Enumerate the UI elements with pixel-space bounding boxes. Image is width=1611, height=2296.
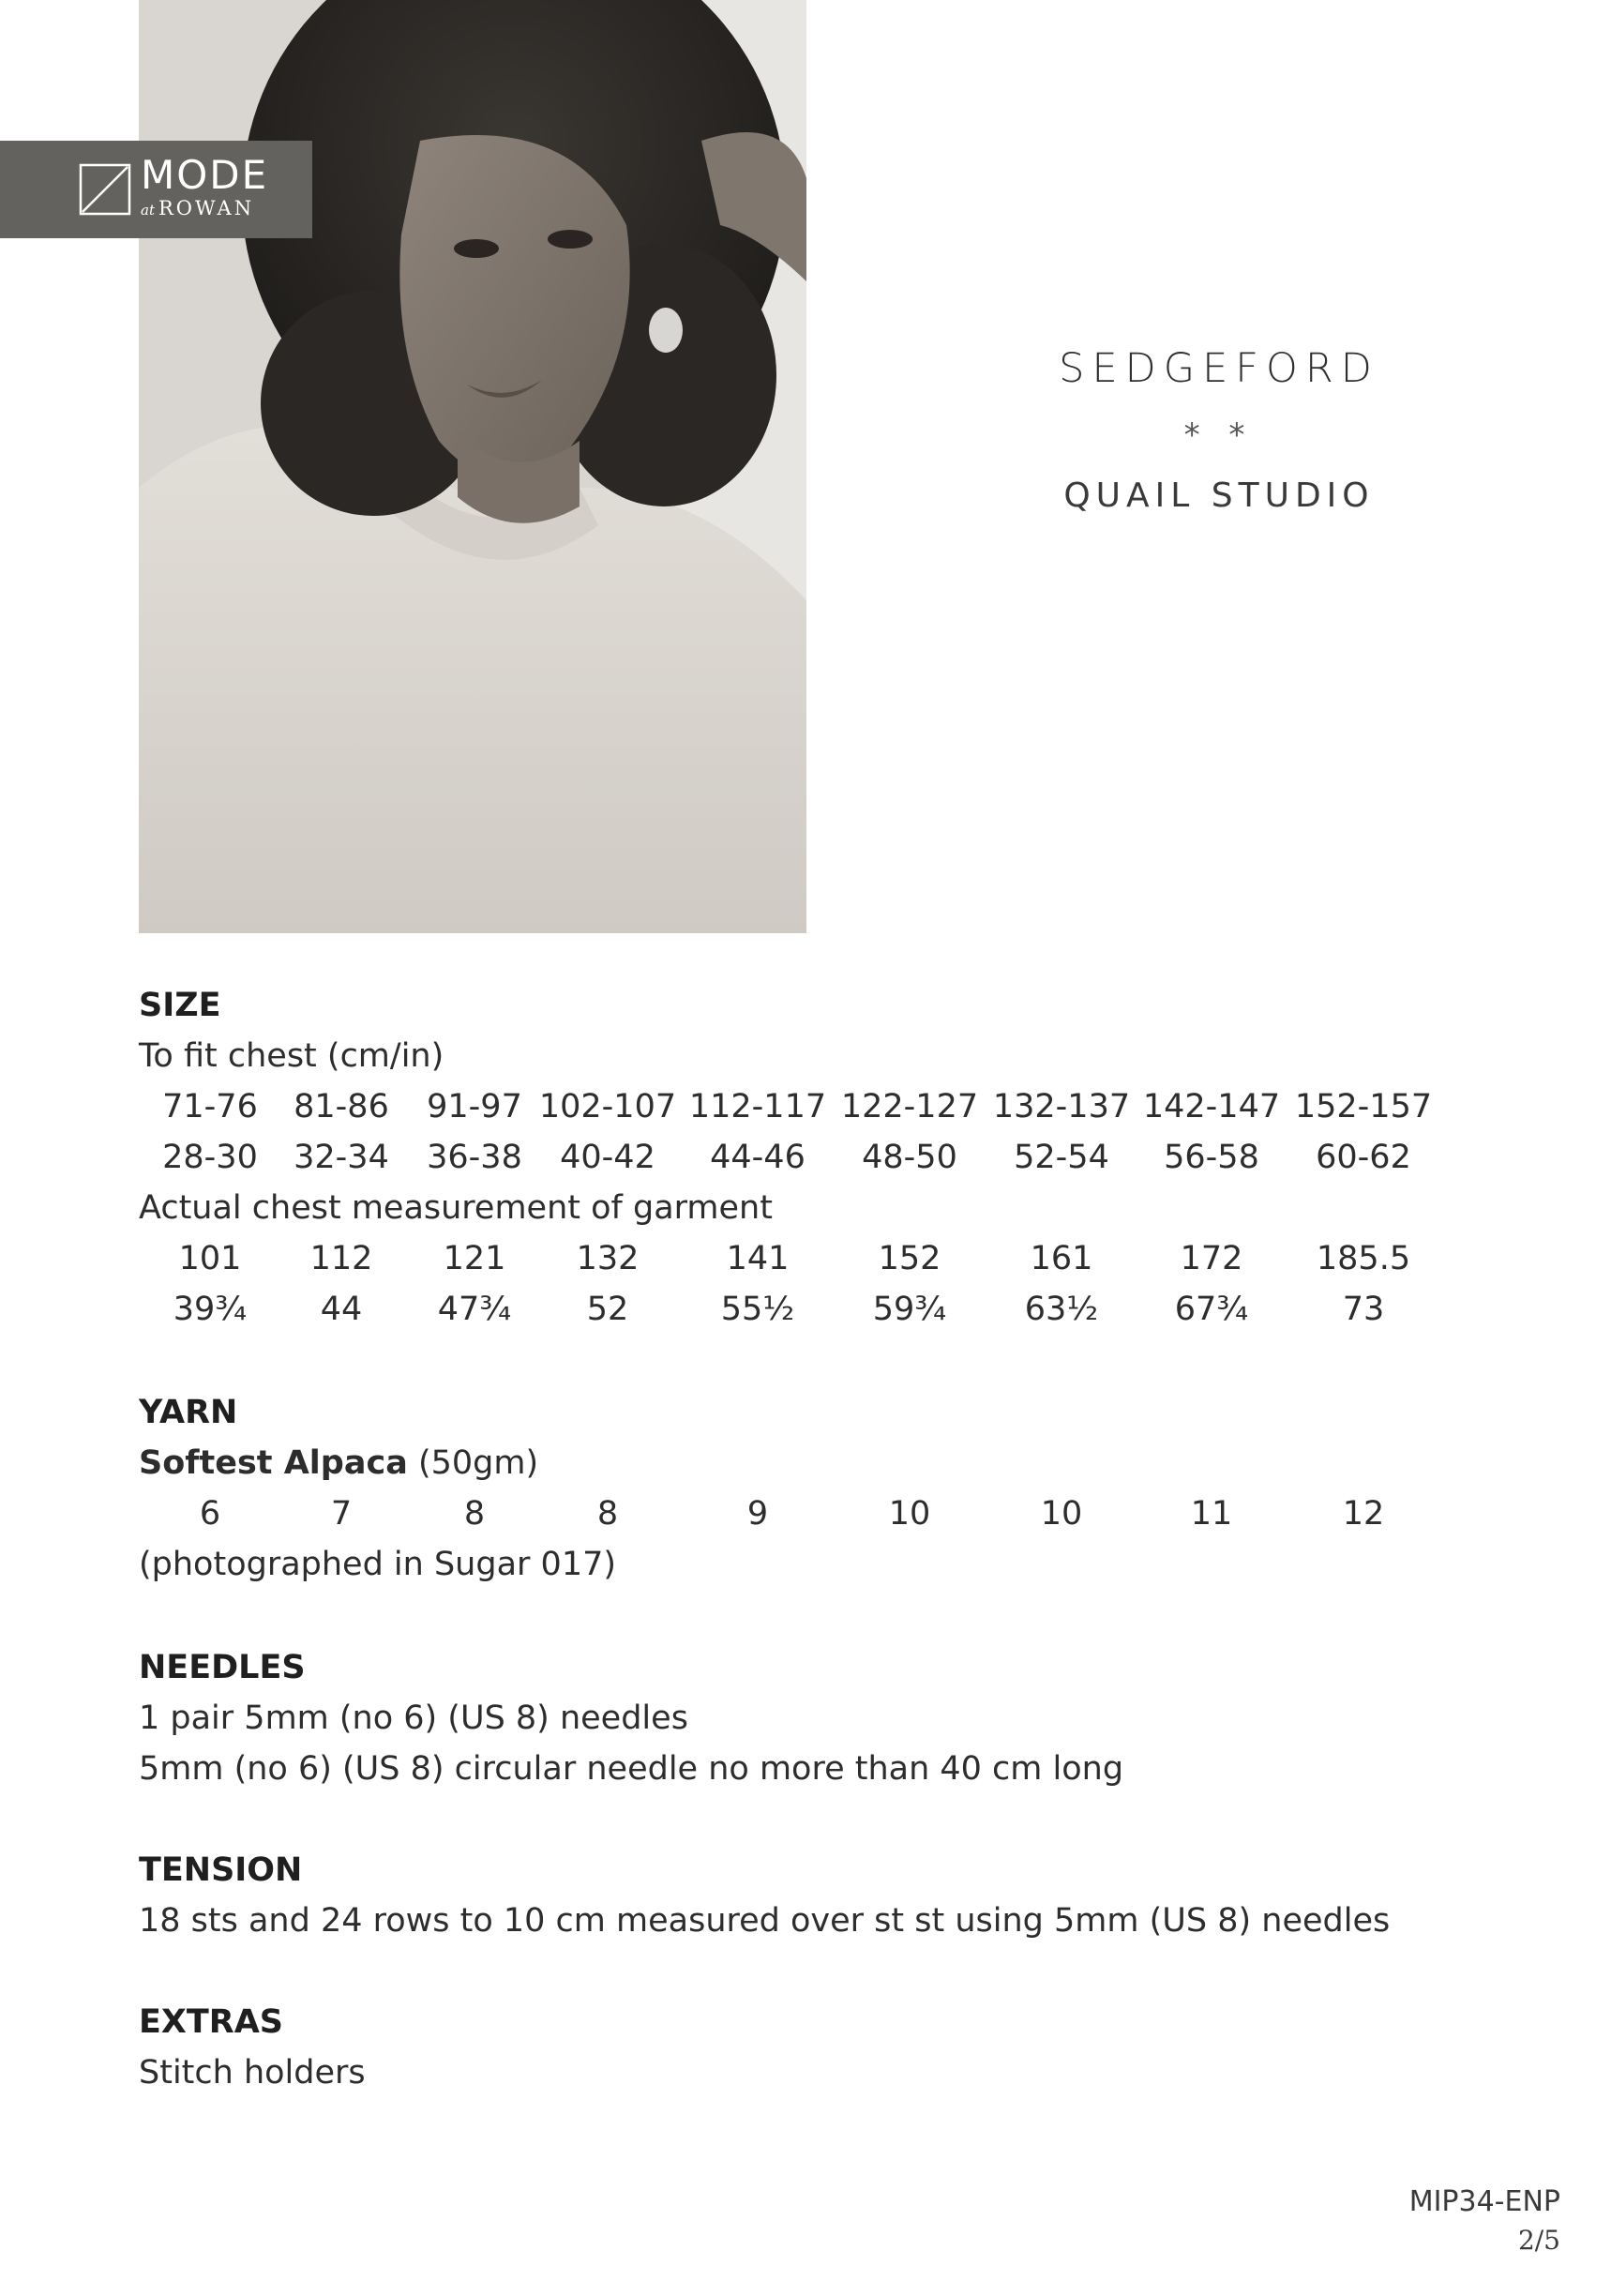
needles-line-1: 1 pair 5mm (no 6) (US 8) needles — [139, 1699, 688, 1737]
actual-cm-cell: 112 — [309, 1240, 373, 1277]
yarn-weight: (50gm) — [417, 1444, 539, 1482]
difficulty-rating: * * — [1183, 416, 1255, 454]
brand-name: MODE — [141, 152, 269, 198]
to-fit-cm-cell: 132-137 — [992, 1088, 1131, 1125]
logo-mark-icon — [79, 163, 131, 216]
yarn-balls-cell: 12 — [1342, 1495, 1385, 1533]
actual-in-cell: 47¾ — [437, 1291, 512, 1328]
actual-cm-cell: 121 — [443, 1240, 506, 1277]
yarn-balls-cell: 10 — [1040, 1495, 1083, 1533]
yarn-balls-cell: 6 — [199, 1495, 221, 1533]
yarn-balls-cell: 8 — [463, 1495, 486, 1533]
extras-heading: EXTRAS — [139, 2003, 284, 2041]
yarn-name: Softest Alpaca — [139, 1444, 408, 1482]
yarn-balls-cell: 9 — [746, 1495, 769, 1533]
needles-heading: NEEDLES — [139, 1649, 306, 1686]
to-fit-in-cell: 56-58 — [1164, 1139, 1259, 1176]
page-number: 2/5 — [1517, 2225, 1560, 2256]
to-fit-in-cell: 48-50 — [862, 1139, 957, 1176]
brand-sub-name: ROWAN — [158, 197, 255, 219]
to-fit-in-cell: 36-38 — [427, 1139, 522, 1176]
actual-chest-label: Actual chest measurement of garment — [139, 1189, 773, 1227]
brand-subtitle — [141, 199, 268, 219]
logo-text — [141, 152, 269, 219]
to-fit-cm-cell: 102-107 — [538, 1088, 677, 1125]
designer-name: QUAIL STUDIO — [1063, 476, 1375, 515]
to-fit-cm-cell: 81-86 — [294, 1088, 389, 1125]
needles-line-2: 5mm (no 6) (US 8) circular needle no more than 40 cm long — [139, 1750, 1124, 1788]
tension-text: 18 sts and 24 rows to 10 cm measured over st st using 5mm (US 8) needles — [139, 1902, 1391, 1940]
yarn-name-line — [139, 1444, 538, 1482]
to-fit-in-cell: 40-42 — [560, 1139, 655, 1176]
to-fit-in-cell: 32-34 — [294, 1139, 389, 1176]
yarn-balls-cell: 10 — [888, 1495, 931, 1533]
yarn-balls-cell: 11 — [1190, 1495, 1233, 1533]
pattern-title: SEDGEFORD — [1059, 345, 1379, 392]
yarn-note: (photographed in Sugar 017) — [139, 1546, 617, 1583]
actual-cm-cell: 132 — [576, 1240, 640, 1277]
brand-sub-prefix: at — [141, 202, 155, 219]
actual-in-cell: 55½ — [720, 1291, 795, 1328]
pattern-code: MIP34-ENP — [1408, 2185, 1560, 2218]
to-fit-cm-cell: 122-127 — [840, 1088, 979, 1125]
actual-cm-cell: 161 — [1030, 1240, 1093, 1277]
yarn-balls-cell: 8 — [596, 1495, 619, 1533]
brand-logo-badge — [0, 141, 312, 238]
actual-in-cell: 63½ — [1024, 1291, 1099, 1328]
actual-cm-cell: 101 — [178, 1240, 242, 1277]
actual-cm-cell: 152 — [878, 1240, 941, 1277]
extras-text: Stitch holders — [139, 2054, 366, 2092]
to-fit-cm-cell: 91-97 — [427, 1088, 522, 1125]
actual-in-cell: 73 — [1342, 1291, 1385, 1328]
actual-in-cell: 52 — [586, 1291, 629, 1328]
actual-in-cell: 44 — [320, 1291, 363, 1328]
size-heading: SIZE — [139, 987, 221, 1024]
to-fit-in-cell: 52-54 — [1014, 1139, 1109, 1176]
title-block — [1031, 345, 1407, 515]
to-fit-cm-cell: 152-157 — [1294, 1088, 1433, 1125]
actual-in-cell: 67¾ — [1174, 1291, 1249, 1328]
yarn-heading: YARN — [139, 1394, 238, 1431]
actual-in-cell: 39¾ — [173, 1291, 248, 1328]
to-fit-cm-cell: 142-147 — [1142, 1088, 1281, 1125]
actual-in-cell: 59¾ — [872, 1291, 947, 1328]
to-fit-in-cell: 44-46 — [710, 1139, 806, 1176]
actual-cm-cell: 172 — [1180, 1240, 1243, 1277]
yarn-balls-cell: 7 — [330, 1495, 353, 1533]
to-fit-cm-cell: 71-76 — [162, 1088, 258, 1125]
to-fit-in-cell: 28-30 — [162, 1139, 258, 1176]
actual-cm-cell: 141 — [726, 1240, 790, 1277]
to-fit-label: To fit chest (cm/in) — [139, 1037, 444, 1075]
to-fit-cm-cell: 112-117 — [688, 1088, 827, 1125]
to-fit-in-cell: 60-62 — [1316, 1139, 1411, 1176]
tension-heading: TENSION — [139, 1851, 303, 1889]
actual-cm-cell: 185.5 — [1316, 1240, 1411, 1277]
